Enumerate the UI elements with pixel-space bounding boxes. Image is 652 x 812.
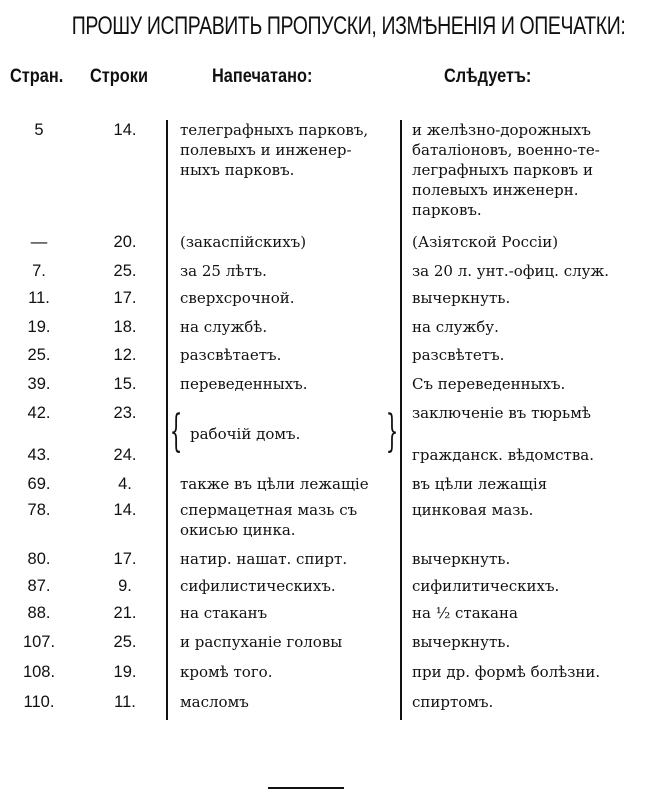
line-number-cell: 18.	[113, 318, 137, 336]
printed-text-line: переведенныхъ.	[180, 375, 308, 393]
line-number-cell: 14.	[113, 501, 137, 519]
line-number-cell: 9.	[118, 577, 132, 595]
end-rule	[268, 787, 344, 789]
correction-text-line: леграфныхъ парковъ и	[412, 161, 593, 179]
printed-text-line: на стаканъ	[180, 604, 268, 622]
correction-text-line: баталіоновъ, военно-те-	[412, 141, 600, 159]
correction-text-line: на службу.	[412, 318, 499, 336]
line-number-cell: 23.	[113, 404, 137, 422]
correction-text-line: заключеніе въ тюрьмѣ	[412, 404, 591, 422]
page-number-cell: 11.	[28, 289, 50, 307]
correction-text-line: сифилитическихъ.	[412, 577, 560, 595]
correction-text-line: на ½ стакана	[412, 604, 518, 622]
page-number-cell: 87.	[27, 577, 51, 595]
correction-text-line: при др. формѣ болѣзни.	[412, 663, 601, 681]
page-number-cell: —	[30, 233, 48, 251]
line-number-cell: 15.	[113, 375, 137, 393]
line-number-cell: 24.	[113, 446, 137, 464]
column-divider-right	[400, 120, 402, 720]
printed-text-line: окисью цинка.	[180, 521, 296, 539]
printed-text-line: масломъ	[180, 693, 249, 711]
header-page: Стран.	[10, 66, 64, 87]
page-number-cell: 107.	[22, 633, 56, 651]
line-number-cell: 12.	[113, 346, 137, 364]
line-number-cell: 20.	[113, 233, 137, 251]
printed-text-line: и распуханіе головы	[180, 633, 343, 651]
correction-text-line: за 20 л. унт.-офиц. служ.	[412, 262, 610, 280]
line-number-cell: 25.	[113, 633, 137, 651]
correction-text-line: полевыхъ инженерн.	[412, 181, 579, 199]
printed-text-line: (закаспійскихъ)	[180, 233, 307, 251]
correction-text-line: парковъ.	[412, 201, 482, 219]
correction-text-line: въ цѣли лежащія	[412, 475, 548, 493]
line-number-cell: 21.	[113, 604, 137, 622]
page-title: ПРОШУ ИСПРАВИТЬ ПРОПУСКИ, ИЗМѢНЕНІЯ И ОПЕЧАТКИ:	[71, 12, 626, 40]
page-number-cell: 19.	[27, 318, 51, 336]
correction-text-line: вычеркнуть.	[412, 633, 511, 651]
printed-text-line: натир. нашат. спирт.	[180, 550, 348, 568]
page-number-cell: 80.	[27, 550, 51, 568]
line-number-cell: 11.	[114, 693, 136, 711]
correction-text-line: гражданск. вѣдомства.	[412, 446, 594, 464]
left-brace: {	[169, 406, 183, 457]
correction-text-line: и желѣзно-дорожныхъ	[412, 121, 591, 139]
header-should: Слѣдуетъ:	[444, 66, 532, 87]
correction-text-line: (Азіятской Россіи)	[412, 233, 559, 251]
printed-text-line: спермацетная мазь съ	[180, 501, 358, 519]
printed-text-line: сифилистическихъ.	[180, 577, 336, 595]
printed-text-line: также въ цѣли лежащіе	[180, 475, 369, 493]
line-number-cell: 14.	[113, 121, 137, 139]
printed-text-line: кромѣ того.	[180, 663, 273, 681]
column-divider-left	[166, 120, 168, 720]
page-number-cell: 108.	[22, 663, 56, 681]
page-number-cell: 69.	[27, 475, 51, 493]
page-number-cell: 42.	[27, 404, 51, 422]
printed-text-line: ныхъ парковъ.	[180, 161, 295, 179]
line-number-cell: 25.	[113, 262, 137, 280]
line-number-cell: 17.	[113, 289, 137, 307]
right-brace: }	[385, 406, 399, 457]
line-number-cell: 17.	[113, 550, 137, 568]
printed-text-line: сверхсрочной.	[180, 289, 295, 307]
correction-text-line: цинковая мазь.	[412, 501, 534, 519]
page-number-cell: 88.	[27, 604, 51, 622]
page-number-cell: 7.	[32, 262, 46, 280]
printed-text-line: разсвѣтаетъ.	[180, 346, 282, 364]
correction-text-line: вычеркнуть.	[412, 550, 511, 568]
correction-text-line: Съ переведенныхъ.	[412, 375, 566, 393]
page-number-cell: 110.	[23, 693, 55, 711]
line-number-cell: 4.	[118, 475, 132, 493]
merged-printed-cell: рабочій домъ.	[190, 425, 301, 443]
printed-text-line: на службѣ.	[180, 318, 268, 336]
header-lines: Строки	[90, 66, 148, 87]
header-printed: Напечатано:	[212, 66, 313, 87]
page-number-cell: 43.	[27, 446, 51, 464]
correction-text-line: спиртомъ.	[412, 693, 494, 711]
correction-text-line: разсвѣтетъ.	[412, 346, 505, 364]
page-number-cell: 25.	[27, 346, 51, 364]
page-number-cell: 39.	[27, 375, 51, 393]
printed-text-line: полевыхъ и инженер-	[180, 141, 352, 159]
printed-text-line: за 25 лѣтъ.	[180, 262, 267, 280]
line-number-cell: 19.	[113, 663, 137, 681]
page-number-cell: 5	[34, 121, 44, 139]
printed-text-line: телеграфныхъ парковъ,	[180, 121, 369, 139]
page-number-cell: 78.	[27, 501, 51, 519]
correction-text-line: вычеркнуть.	[412, 289, 511, 307]
